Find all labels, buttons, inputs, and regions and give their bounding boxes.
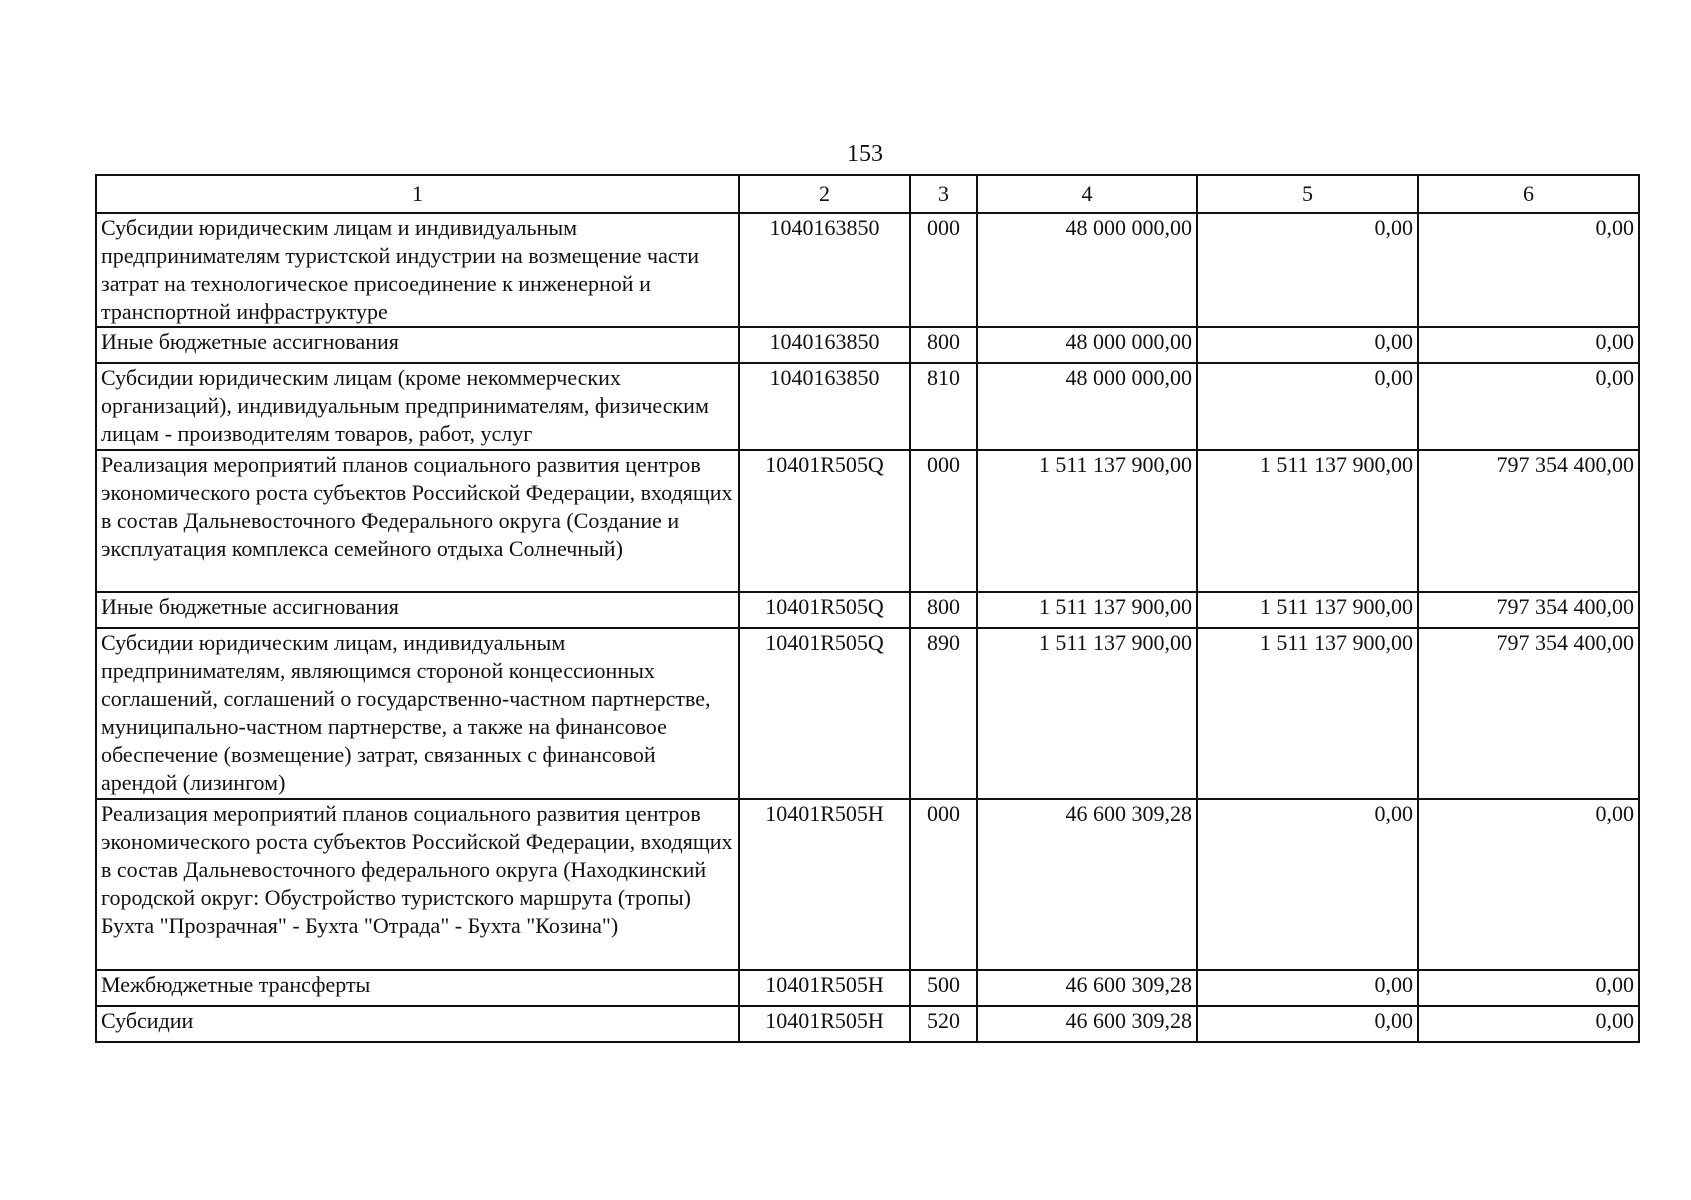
row-type: 000: [910, 799, 977, 970]
row-amount-4: 46 600 309,28: [977, 799, 1197, 970]
row-amount-6: 797 354 400,00: [1418, 450, 1639, 592]
row-name: Межбюджетные трансферты: [96, 970, 739, 1006]
row-amount-6: 797 354 400,00: [1418, 628, 1639, 799]
column-header-6: 6: [1418, 175, 1639, 213]
table-row: [96, 327, 1639, 363]
row-name: Субсидии юридическим лицам (кроме некоммерческих организаций), индивидуальным предпринимателям, физическим лицам - производителям товаров, работ, услуг: [96, 363, 739, 450]
row-type: 800: [910, 592, 977, 628]
row-code: 10401R505H: [739, 1006, 910, 1042]
table-body: [96, 213, 1639, 1042]
row-type: 500: [910, 970, 977, 1006]
row-amount-4: 1 511 137 900,00: [977, 450, 1197, 592]
row-type: 000: [910, 213, 977, 327]
table-row: [96, 1006, 1639, 1042]
row-amount-5: 0,00: [1197, 363, 1418, 450]
table-row: [96, 450, 1639, 592]
row-amount-6: 0,00: [1418, 363, 1639, 450]
row-amount-6: 0,00: [1418, 327, 1639, 363]
row-code: 1040163850: [739, 327, 910, 363]
row-amount-5: 0,00: [1197, 213, 1418, 327]
row-amount-4: 1 511 137 900,00: [977, 628, 1197, 799]
row-amount-4: 48 000 000,00: [977, 363, 1197, 450]
table-header: [96, 175, 1639, 213]
row-amount-6: 0,00: [1418, 970, 1639, 1006]
column-header-2: 2: [739, 175, 910, 213]
table-row: [96, 363, 1639, 450]
table-row: [96, 799, 1639, 970]
row-amount-5: 1 511 137 900,00: [1197, 592, 1418, 628]
table-row: [96, 628, 1639, 799]
page-number: 153: [847, 141, 883, 167]
row-code: 1040163850: [739, 213, 910, 327]
row-amount-4: 46 600 309,28: [977, 970, 1197, 1006]
row-name: Субсидии юридическим лицам и индивидуальным предпринимателям туристской индустрии на возмещение части затрат на технологическое присоединение к инженерной и транспортной инфраструктуре: [96, 213, 739, 327]
row-name: Субсидии юридическим лицам, индивидуальным предпринимателям, являющимся стороной концессионных соглашений, соглашений о государственно-частном партнерстве, муниципально-частном партнерстве, а также на финансовое обеспечение (возмещение) затрат, связанных с финансовой арендой (лизингом): [96, 628, 739, 799]
row-amount-4: 46 600 309,28: [977, 1006, 1197, 1042]
row-amount-5: 0,00: [1197, 1006, 1418, 1042]
table-row: [96, 970, 1639, 1006]
column-header-1: 1: [96, 175, 739, 213]
table-row: [96, 213, 1639, 327]
row-type: 520: [910, 1006, 977, 1042]
row-amount-6: 797 354 400,00: [1418, 592, 1639, 628]
row-amount-6: 0,00: [1418, 799, 1639, 970]
row-amount-5: 1 511 137 900,00: [1197, 450, 1418, 592]
header-row: [96, 175, 1639, 213]
row-code: 10401R505H: [739, 799, 910, 970]
row-code: 10401R505Q: [739, 592, 910, 628]
row-name: Реализация мероприятий планов социального развития центров экономического роста субъектов Российской Федерации, входящих в состав Дальневосточного федерального округа (Находкинский городской округ: Обустройство туристского маршрута (тропы) Бухта "Прозрачная" - Бухта "Отрада" - Бухта "Козина"): [96, 799, 739, 970]
row-amount-4: 1 511 137 900,00: [977, 592, 1197, 628]
row-name: Субсидии: [96, 1006, 739, 1042]
row-name: Реализация мероприятий планов социального развития центров экономического роста субъектов Российской Федерации, входящих в состав Дальневосточного Федерального округа (Создание и эксплуатация комплекса семейного отдыха Солнечный): [96, 450, 739, 592]
row-amount-4: 48 000 000,00: [977, 213, 1197, 327]
row-amount-6: 0,00: [1418, 1006, 1639, 1042]
row-type: 000: [910, 450, 977, 592]
budget-table: [95, 174, 1640, 1043]
row-amount-6: 0,00: [1418, 213, 1639, 327]
row-type: 890: [910, 628, 977, 799]
row-amount-5: 1 511 137 900,00: [1197, 628, 1418, 799]
table-row: [96, 592, 1639, 628]
column-header-3: 3: [910, 175, 977, 213]
row-amount-4: 48 000 000,00: [977, 327, 1197, 363]
row-amount-5: 0,00: [1197, 970, 1418, 1006]
row-name: Иные бюджетные ассигнования: [96, 327, 739, 363]
column-header-5: 5: [1197, 175, 1418, 213]
row-amount-5: 0,00: [1197, 327, 1418, 363]
row-code: 10401R505Q: [739, 450, 910, 592]
row-type: 810: [910, 363, 977, 450]
row-amount-5: 0,00: [1197, 799, 1418, 970]
row-type: 800: [910, 327, 977, 363]
row-code: 1040163850: [739, 363, 910, 450]
row-code: 10401R505Q: [739, 628, 910, 799]
row-name: Иные бюджетные ассигнования: [96, 592, 739, 628]
row-code: 10401R505H: [739, 970, 910, 1006]
column-header-4: 4: [977, 175, 1197, 213]
